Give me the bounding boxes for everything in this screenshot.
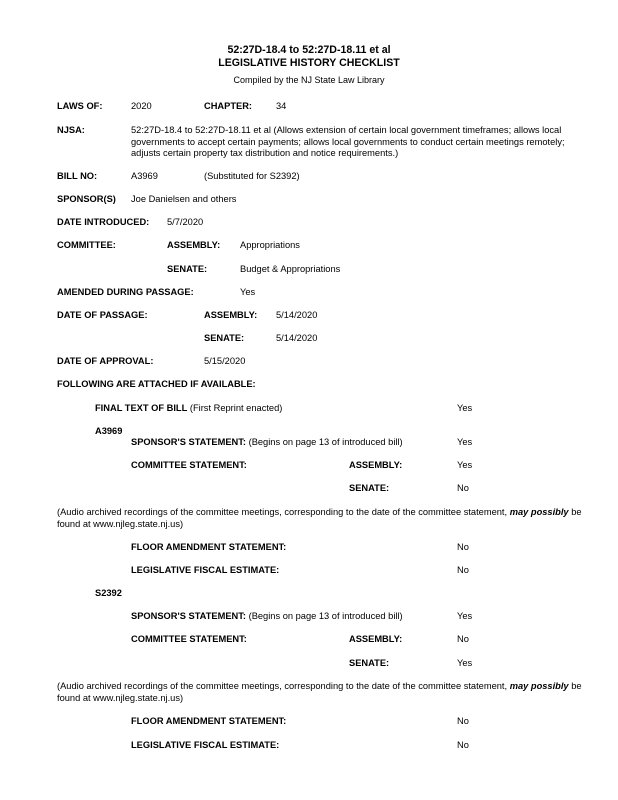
title-line-1: 52:27D-18.4 to 52:27D-18.11 et al	[227, 44, 391, 56]
s2392-fiscal-value: No	[457, 740, 469, 750]
s2392-sponsor-row	[131, 611, 403, 623]
passage-assembly-label: ASSEMBLY:	[204, 310, 258, 320]
chapter-label: CHAPTER:	[204, 101, 253, 111]
s2392-floor-value: No	[457, 716, 469, 726]
a3969-senate-label: SENATE:	[349, 483, 390, 493]
s2392-floor-label: FLOOR AMENDMENT STATEMENT:	[131, 716, 287, 726]
audio-note-2-after: be found at www.njleg.state.nj.us)	[57, 681, 582, 703]
a3969-floor-value: No	[457, 542, 469, 552]
s2392-fiscal-label: LEGISLATIVE FISCAL ESTIMATE:	[131, 740, 280, 750]
final-text-row	[95, 403, 282, 415]
s2392-senate-label: SENATE:	[349, 658, 390, 668]
committee-label: COMMITTEE:	[57, 240, 116, 250]
a3969-fiscal-label: LEGISLATIVE FISCAL ESTIMATE:	[131, 565, 280, 575]
a3969-sponsor-value: Yes	[457, 437, 473, 447]
committee-senate-label: SENATE:	[167, 264, 208, 274]
compiled-by: Compiled by the NJ State Law Library	[233, 75, 385, 85]
approval-value: 5/15/2020	[204, 356, 246, 366]
attached-heading: FOLLOWING ARE ATTACHED IF AVAILABLE:	[57, 379, 256, 389]
bill-no-label: BILL NO:	[57, 171, 98, 181]
njsa-value: 52:27D-18.4 to 52:27D-18.11 et al (Allows extension of certain local government timeframes; allows local governments to accept certain payments; allows local governments to conduct certain meetings remotely; adjusts certain property tax distribution and notice requirements.)	[131, 125, 565, 159]
sponsors-label: SPONSOR(S)	[57, 194, 116, 204]
a3969-sponsor-label: SPONSOR'S STATEMENT:	[131, 437, 246, 447]
a3969-assembly-label: ASSEMBLY:	[349, 460, 403, 470]
passage-assembly-value: 5/14/2020	[276, 310, 318, 320]
s2392-assembly-label: ASSEMBLY:	[349, 634, 403, 644]
date-introduced-label: DATE INTRODUCED:	[57, 217, 150, 227]
audio-note-2-before: (Audio archived recordings of the committee meetings, corresponding to the date of the committee statement,	[57, 681, 508, 691]
s2392-sponsor-label: SPONSOR'S STATEMENT:	[131, 611, 246, 621]
audio-note-1-emph: may possibly	[509, 507, 569, 517]
amended-label: AMENDED DURING PASSAGE:	[57, 287, 194, 297]
document-title	[0, 44, 618, 69]
audio-note-2	[57, 681, 602, 704]
passage-senate-label: SENATE:	[204, 333, 245, 343]
s2392-sponsor-note: (Begins on page 13 of introduced bill)	[248, 611, 403, 621]
bill-s2392-name: S2392	[95, 588, 122, 598]
a3969-assembly-value: Yes	[457, 460, 473, 470]
passage-label: DATE OF PASSAGE:	[57, 310, 148, 320]
s2392-senate-value: Yes	[457, 658, 473, 668]
committee-assembly-label: ASSEMBLY:	[167, 240, 221, 250]
a3969-fiscal-value: No	[457, 565, 469, 575]
sponsors-value: Joe Danielsen and others	[131, 194, 237, 204]
bill-no-value: A3969	[131, 171, 158, 181]
final-text-value: Yes	[457, 403, 473, 413]
s2392-assembly-value: No	[457, 634, 469, 644]
bill-no-note: (Substituted for S2392)	[204, 171, 300, 181]
amended-value: Yes	[240, 287, 256, 297]
passage-senate-value: 5/14/2020	[276, 333, 318, 343]
laws-of-value: 2020	[131, 101, 152, 111]
approval-label: DATE OF APPROVAL:	[57, 356, 154, 366]
audio-note-2-emph: may possibly	[509, 681, 569, 691]
committee-assembly-value: Appropriations	[240, 240, 300, 250]
audio-note-1-before: (Audio archived recordings of the committee meetings, corresponding to the date of the committee statement,	[57, 507, 508, 517]
s2392-committee-label: COMMITTEE STATEMENT:	[131, 634, 247, 644]
laws-of-label: LAWS OF:	[57, 101, 103, 111]
title-line-2: LEGISLATIVE HISTORY CHECKLIST	[218, 56, 400, 69]
bill-a3969-name: A3969	[95, 426, 123, 436]
njsa-label: NJSA:	[57, 125, 85, 135]
a3969-senate-value: No	[457, 483, 469, 493]
audio-note-1-after: be found at www.njleg.state.nj.us)	[57, 507, 582, 529]
date-introduced-value: 5/7/2020	[167, 217, 204, 227]
final-text-note: (First Reprint enacted)	[189, 403, 283, 413]
chapter-value: 34	[276, 101, 287, 111]
committee-senate-value: Budget & Appropriations	[240, 264, 341, 274]
final-text-label: FINAL TEXT OF BILL	[95, 403, 188, 413]
a3969-sponsor-row	[131, 437, 403, 449]
a3969-committee-label: COMMITTEE STATEMENT:	[131, 460, 247, 470]
a3969-sponsor-note: (Begins on page 13 of introduced bill)	[248, 437, 403, 447]
s2392-sponsor-value: Yes	[457, 611, 473, 621]
audio-note-1	[57, 507, 602, 530]
a3969-floor-label: FLOOR AMENDMENT STATEMENT:	[131, 542, 287, 552]
